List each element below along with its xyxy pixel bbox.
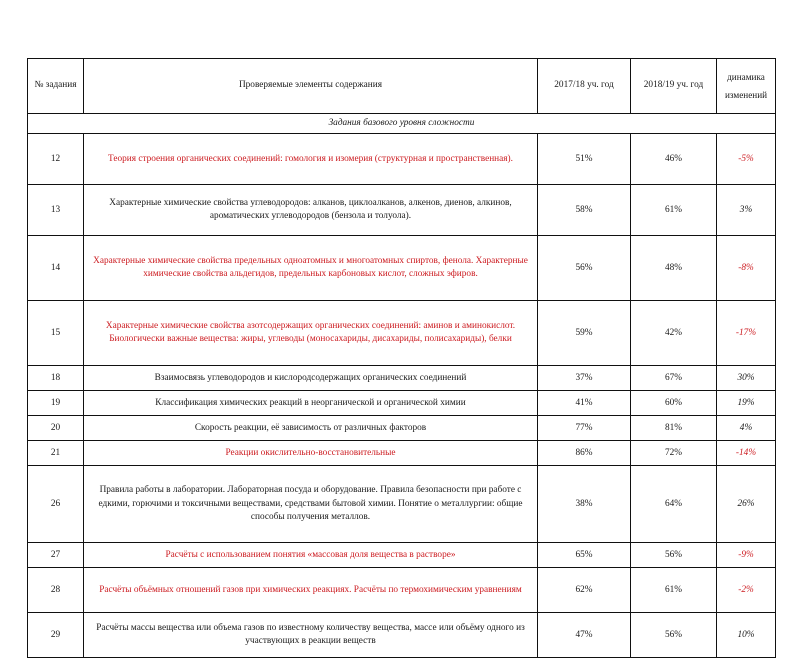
cell-task-number: 27 [28, 543, 84, 568]
cell-content-element: Реакции окислительно-восстановительные [84, 441, 538, 466]
cell-year-2018-19: 46% [631, 134, 717, 185]
table-row [28, 134, 776, 185]
cell-content-element: Характерные химические свойства азотсодержащих органических соединений: аминов и аминокислот. Биологически важные вещества: жиры, углеводы (моносахариды, дисахариды, полисахариды), белки [84, 301, 538, 366]
cell-task-number: 29 [28, 613, 84, 658]
cell-year-2017-18: 86% [538, 441, 631, 466]
cell-content-element: Классификация химических реакций в неорганической и органической химии [84, 391, 538, 416]
cell-dynamics: 30% [717, 366, 776, 391]
cell-year-2017-18: 62% [538, 568, 631, 613]
cell-year-2017-18: 37% [538, 366, 631, 391]
cell-year-2018-19: 42% [631, 301, 717, 366]
cell-year-2018-19: 81% [631, 416, 717, 441]
table-row [28, 391, 776, 416]
cell-content-element: Расчёты объёмных отношений газов при химических реакциях. Расчёты по термохимическим уравнениям [84, 568, 538, 613]
header-row [28, 59, 776, 114]
table-row [28, 185, 776, 236]
cell-year-2018-19: 60% [631, 391, 717, 416]
cell-content-element: Характерные химические свойства углеводородов: алканов, циклоалканов, алкенов, диенов, алкинов, ароматических углеводородов (бензола и толуола). [84, 185, 538, 236]
cell-year-2018-19: 56% [631, 543, 717, 568]
column-header-year-2018-19: 2018/19 уч. год [631, 59, 717, 114]
cell-content-element: Взаимосвязь углеводородов и кислородсодержащих органических соединений [84, 366, 538, 391]
cell-content-element: Характерные химические свойства предельных одноатомных и многоатомных спиртов, фенола. Характерные химические свойства альдегидов, предельных карбоновых кислот, сложных эфиров. [84, 236, 538, 301]
cell-content-element: Теория строения органических соединений: гомология и изомерия (структурная и пространственная). [84, 134, 538, 185]
dynamics-label-line2: изменений [724, 90, 768, 100]
cell-dynamics: 19% [717, 391, 776, 416]
cell-dynamics: 26% [717, 466, 776, 543]
cell-year-2018-19: 61% [631, 568, 717, 613]
table-row [28, 366, 776, 391]
cell-year-2018-19: 48% [631, 236, 717, 301]
table-row [28, 543, 776, 568]
column-header-year-2017-18: 2017/18 уч. год [538, 59, 631, 114]
cell-content-element: Расчёты массы вещества или объема газов по известному количеству вещества, массе или объёму одного из участвующих в реакции веществ [84, 613, 538, 658]
cell-dynamics: -8% [717, 236, 776, 301]
cell-dynamics: -2% [717, 568, 776, 613]
cell-year-2017-18: 47% [538, 613, 631, 658]
cell-dynamics: -9% [717, 543, 776, 568]
cell-year-2017-18: 58% [538, 185, 631, 236]
cell-year-2018-19: 64% [631, 466, 717, 543]
cell-year-2018-19: 56% [631, 613, 717, 658]
cell-year-2017-18: 65% [538, 543, 631, 568]
cell-task-number: 18 [28, 366, 84, 391]
cell-year-2017-18: 77% [538, 416, 631, 441]
section-title: Задания базового уровня сложности [28, 114, 776, 134]
cell-task-number: 20 [28, 416, 84, 441]
cell-task-number: 15 [28, 301, 84, 366]
cell-year-2017-18: 41% [538, 391, 631, 416]
cell-dynamics: -17% [717, 301, 776, 366]
cell-task-number: 19 [28, 391, 84, 416]
cell-year-2017-18: 38% [538, 466, 631, 543]
column-header-task-number: № задания [28, 59, 84, 114]
cell-task-number: 14 [28, 236, 84, 301]
cell-task-number: 26 [28, 466, 84, 543]
cell-task-number: 13 [28, 185, 84, 236]
cell-content-element: Расчёты с использованием понятия «массовая доля вещества в растворе» [84, 543, 538, 568]
cell-dynamics: 3% [717, 185, 776, 236]
cell-year-2017-18: 51% [538, 134, 631, 185]
table-row [28, 301, 776, 366]
table-header [28, 59, 776, 114]
cell-content-element: Правила работы в лаборатории. Лабораторная посуда и оборудование. Правила безопасности при работе с едкими, горючими и токсичными веществами, средствами бытовой химии. Понятие о металлургии: общие способы получения металлов. [84, 466, 538, 543]
cell-year-2017-18: 59% [538, 301, 631, 366]
column-header-dynamics [717, 59, 776, 114]
cell-dynamics: -14% [717, 441, 776, 466]
cell-year-2017-18: 56% [538, 236, 631, 301]
cell-task-number: 28 [28, 568, 84, 613]
cell-dynamics: 10% [717, 613, 776, 658]
table-row [28, 613, 776, 658]
table-row [28, 466, 776, 543]
cell-task-number: 12 [28, 134, 84, 185]
table-row [28, 236, 776, 301]
cell-dynamics: -5% [717, 134, 776, 185]
table-row [28, 568, 776, 613]
table-row [28, 441, 776, 466]
column-header-content-elements: Проверяемые элементы содержания [84, 59, 538, 114]
cell-year-2018-19: 67% [631, 366, 717, 391]
exam-results-table [27, 58, 776, 658]
table-row [28, 416, 776, 441]
table-body [28, 114, 776, 658]
dynamics-label-line1: динамика [727, 71, 765, 82]
cell-task-number: 21 [28, 441, 84, 466]
cell-year-2018-19: 61% [631, 185, 717, 236]
cell-dynamics: 4% [717, 416, 776, 441]
cell-content-element: Скорость реакции, её зависимость от различных факторов [84, 416, 538, 441]
cell-year-2018-19: 72% [631, 441, 717, 466]
section-title-row [28, 114, 776, 134]
